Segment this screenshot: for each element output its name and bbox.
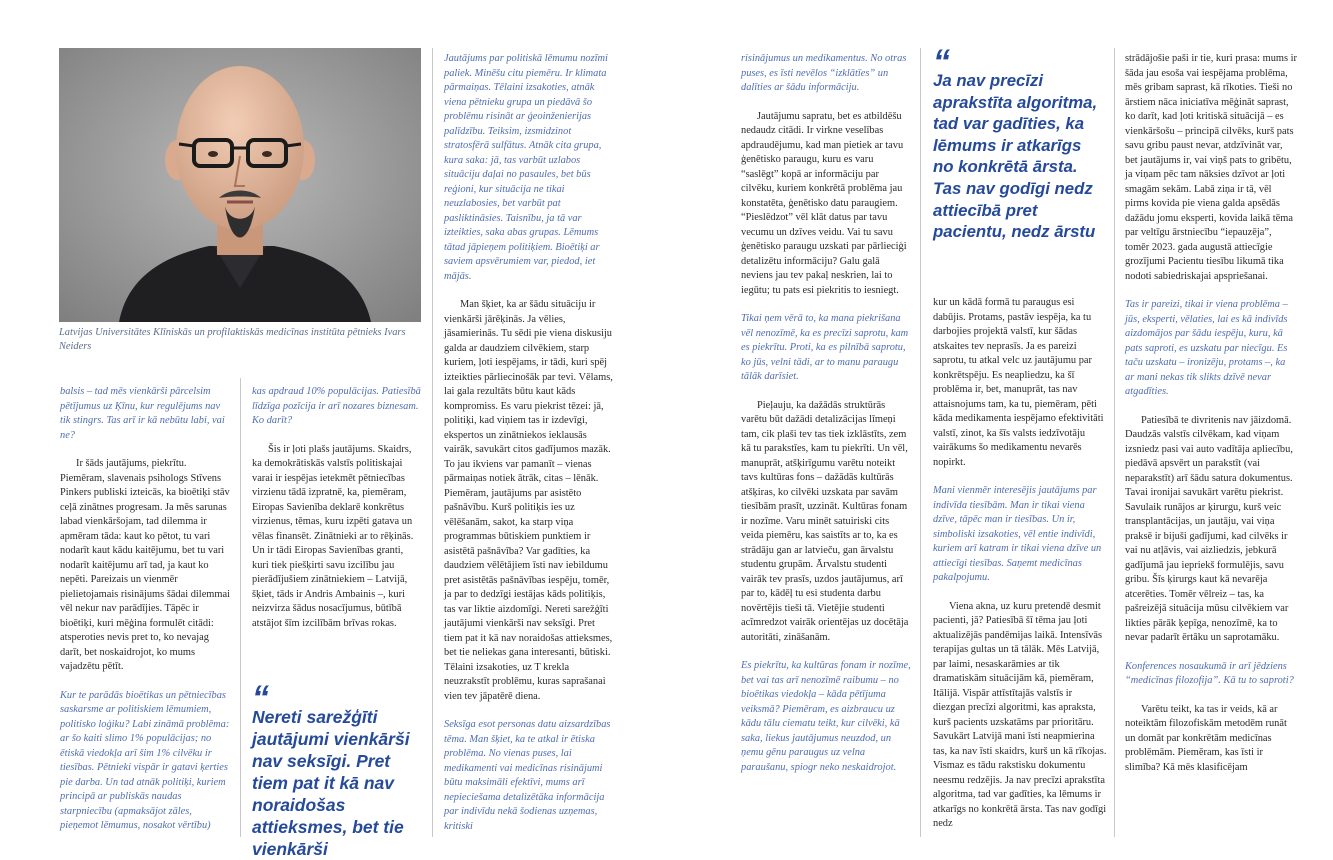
quote-mark-icon: “ — [252, 679, 269, 717]
question-paragraph: Konferences nosaukumā ir arī jēdziens “medicīnas filozofija”. Kā tu to saproti? — [1125, 660, 1294, 686]
column-rule — [920, 48, 921, 837]
question-paragraph: Tas ir pareizi, tikai ir viena problēma – jūs, eksperti, vēlaties, lai es kā indivīds aizdomājos par šādu iespēju, kuru, kā pats saproti, es uzskatu par niecīgu. Es taču uzskatu – ironizēju, protams –, ka ar mani nekas tik slikts dzīvē nevar atgadīties. — [1125, 299, 1288, 397]
pull-quote — [933, 43, 1105, 243]
body-paragraph: Šis ir ļoti plašs jautājums. Skaidrs, ka demokrātiskās valstīs politiskajai varai ir iespējas ietekmēt pētniecības virzienu tādā izpratnē, ka, piemēram, Eiropas Savienība deklarē konkrētus virzienus, tēmas, kuru izpēti gatava un vēlas finansēt. Zinātnieki ar to rēķinās. Un ir tādi Eiropas Savienības granti, kuri tiek piešķirti savu izcilību jau pierādījušiem zinātniekiem – Latvijā, šķiet, tāds ir Andris Ambainis –, kuri neizvirza šādus nosacījumus, būtībā atstājot šīm izcilībām brīvas rokas. — [252, 443, 414, 629]
question-paragraph: risinājumus un medikamentus. No otras puses, es īsti nevēlos “izklātīes” un dalīties ar šādu informāciju. — [741, 53, 907, 93]
question-paragraph: Es piekrītu, ka kultūras fonam ir nozīme, bet vai tas arī nenozīmē raibumu – no bioētikas viedokļa – kāda pētījuma veiksmā? Piemēram, es aizbraucu uz kādu tālu ciematu teikt, kur cilvēki, kā saka, liekus jautājumus neuzdod, un ņemu gēnu paraugus uz velna paraušanu, spiogr neko neskaidrojot. — [741, 660, 911, 773]
body-paragraph: Patiesībā te divritenis nav jāizdomā. Daudzās valstīs cilvēkam, kad viņam izsniedz pasi vai auto vadītāja apliecību, piedāvā apsvērt un parakstīt (vai neparakstīt) arī šādu satura dokumentus. Tavai ironijai savukārt varētu piekrist. Savulaik runājos ar ķirurgu, kurš veic transplantācijas, un jautāju, vai viņa praksē ir bijuši gadījumi, kad cilvēks ir vai nu atļāvis, vai aizliedzis, jebkurā gadījumā jau iepriekš formulējis, savu gribu. Šīs ķirurgs kaut kā nevarēja atcerēties. Tomēr vēlreiz – tas, ka pašreizējā situācija mūsu cilvēkiem var likties pārāk ķepīga, nenozīmē, ka to nevar padarīt ērtāku un saprotamāku. — [1125, 414, 1293, 643]
column-rule — [432, 48, 433, 837]
body-paragraph: Jautājumu sapratu, bet es atbildēšu nedaudz citādi. Ir virkne veselības apdraudējumu, kad man pietiek ar tavu ģenētisko paraugu, kuru es varu “saslēgt” kopā ar informāciju par cilvēku, kuriem konkrētā problēma jau konstatēta, ģenētisko datu paraugiem. “Pieslēdzot” vēl klāt datus par tavu vecumu un dzīves veidu. Vai tu savu ģenētisko paraugu uzskati par pārlieciģi detalizētu informāciju? Galu galā neviens jau tev pakaļ neskrien, lai to iegūtu; tu pats esi piekritis to iesniegt. — [741, 110, 907, 296]
article-column-4 — [741, 52, 913, 789]
pull-quote-text: Nereti sarežģīti jautājumi vienkārši nav seksīgi. Pret tiem pat it kā nav noraidošas attieksmes, bet tie vienkārši — [252, 707, 410, 859]
photo-caption: Latvijas Universitātes Klīniskās un profilaktiskās medicīnas institūta pētnieks Ivars Neiders — [59, 327, 406, 352]
column-rule — [240, 378, 241, 837]
quote-mark-icon: “ — [933, 43, 950, 81]
body-paragraph: Man šķiet, ka ar šādu situāciju ir vienkārši jārēķinās. Ja vēlies, jāsamierinās. Tu sēdi pie viena diskusiju galda ar daudziem cilvēkiem, starp kuriem, ļoti iespējams, ir tādi, kuri spēj izteikties pārliecinošāk par tevi. Vēlams, lai gala rezultāts būtu kaut kāds kompromiss. Es varu piekrist tēzei: jā, politiķi, kad viņiem tas ir izdevīgi, ekspertos un zinātniekos ieklausās vairāk, savukārt citos gadījumos mazāk. To jau ikviens var pamanīt – vienas pārmaiņas notiek ātrāk, citas – lēnāk. Piemēram, jautājums par asistēto pašnāvību. Kurš politiķis ies uz vēlēšanām, sakot, ka starp viņa programmas būtiskiem punktiem ir asistētā pašnāvība? Var gadīties, ka daudziem vēlētājiem īsti nav iebildumu pret asistētās pašnāvības iespēju, tomēr, ja par to dedzīgi iestājas kāds politiķis, tas var liktie aizdomīgi. Nereti sarežģīti jautājumi vienkārši nav seksīgi. Pret tiem pat it kā nav noraidošas attieksmes, bet tie neliekas gana interesanti, būtiski. Tēlaini izsakoties, uz T krekla neuzrakstīt problēmu, kuras saprašanai vien tev jāpatērē diena. — [444, 299, 613, 702]
body-paragraph: strādājošie paši ir tie, kuri prasa: mums ir šāda jau esoša vai iespējama problēma, mēs gribam saprast, kā rīkoties. Tieši no ārstiem nāca iniciatīva mēģināt saprast, ko darīt, kad ļoti kritiskā situācijā – es vienkāršošu – principā cilvēks, kurš pats savu gribu paust nevar, atdzīvināt var, bet jautājums ir, vai viņš pats to gribētu, ja viņam pēc tam nāksies dzīvot ar ļoti smagām sekām. Labā ziņa ir tā, vēl pirms kovida pie viena galda apsēdās dažādu jomu eksperti, kovida laikā tēma par veltīgu ārstniecību “iepauzēja”, tomēr 2023. gada augustā attiecīgie grozījumi Pacientu tiesību likumā tika nodoti sabiedriskajai apspriešanai. — [1125, 53, 1297, 282]
body-paragraph: Viena akna, uz kuru pretendē desmit pacienti, jā? Patiesībā šī tēma jau ļoti aktualizējās pandēmijas laikā. Intensīvās terapijas gultas un tā tālāk. Mēs Latvijā, par laimi, nesaskarāmies ar tik dramatiskām situācijām kā, piemēram, Itālijā. Vispār attīstītajās valstīs ir diezgan precīzi algoritmi, kas apraksta, kurš pacients uzskatāms par prioritāru. Savukārt Latvijā mani īsti neapmierina tas, ka nav īsti skaidrs, kurš un kā rīkojas. Vismaz es tādu rakstisku dokumentu neesmu redzējis. Ja nav precīzi aprakstīta algoritma, tad var gadīties, ka lēmums ir atkarīgs no konkrētā ārsta. Tas nav godīgi nedz — [933, 600, 1107, 829]
article-column-1 — [60, 385, 232, 848]
article-column-2 — [252, 385, 422, 645]
question-paragraph: Tikai ņem vērā to, ka mana piekrišana vēl nenozīmē, ka es precīzi saprotu, kam es piekrītu. Proti, ka es pilnībā saprotu, ko jūs, velni tādi, ar to manu paraugu tālāk darīsiet. — [741, 313, 909, 382]
portrait-photo — [59, 48, 421, 322]
pull-quote — [252, 679, 424, 860]
body-paragraph: kur un kādā formā tu paraugus esi dabūjis. Protams, pastāv iespēja, ka tu darbojies projektā valstī, kur šādas atskaites tev neprasīs. Ja es pareizi saprotu, tu atkal velc uz jautājumu par konkrētspēju. Es neapliedzu, ka šī problēma ir, bet, manuprāt, tas nav attaisnojums tam, ka tu, piemēram, pēti kāda medikamenta iespējamo efektivitāti valstī, zinot, ka šīs valsts iedzīvotāju vairākums šo medikamentu nevarēs nopirkt. — [933, 297, 1104, 468]
body-paragraph: Pieļauju, ka dažādās struktūrās varētu būt dažādi detalizācijas līmeņi tam, cik plaši tev tas tiek izklāstīts, zem kā tu parakstīes, kam tu piekrīti. Un vēl, manuprāt, atšķirīgumu varētu noteikt tavs kultūras fons – dažādās kultūrās atšķiras, ko cilvēki uzskata par savām tiesībām prasīt, uzzināt. Kultūras fonam ir nozīme. Varu minēt satuiriski cits veida piemēru, kas saistīts ar to, ka es strādāju gan ar latvieču, gan ārvalstu studentu grupām. Ārvalstu studenti vairāk tev prasīs, uzdos jautājumus, arī par to, kādēļ tu esi studenta darbu novērtējis tieši tā. Vietējie studenti acīmredzot vairāk orientējas uz docētāja autoritāti, zināšanām. — [741, 399, 909, 643]
body-paragraph: Varētu teikt, ka tas ir veids, kā ar noteiktām filozofiskām metodēm runāt un domāt par konkrētām medicīnas problēmām. Piemēram, kas īsti ir slimība? Kā mēs klasificējam — [1125, 703, 1287, 773]
body-paragraph: Ir šāds jautājums, piekrītu. Piemēram, slavenais psihologs Stīvens Pinkers publiski izteicās, ka bioētiķi stāv ceļā zinātnes progresam. Ja mēs sarunas labad vienkāršojam, tad dilemma ir apmēram tāda: kaut ko pētot, tu vari nodarīt kaut kādu kaitējumu, bet tu vari nodarīt kaitējumu arī tad, ja kaut ko nepēti. Pareizais un vienmēr pielietojamais risinājums šādai dilemmai vēl nekur nav parādījies. Tāpēc ir bioētiķi, kuri mēģina formulēt citādi: atsperoties nevis pret to, ko nevajag darīt, bet noskaidrojot, ko mums vajadzētu pētīt. — [60, 458, 230, 672]
question-paragraph: kas apdraud 10% populācijas. Patiesībā līdzīga pozīcija ir arī nozares biznesam. Ko darīt? — [252, 386, 421, 426]
question-paragraph: balsis – tad mēs vienkārši pārcelsim pētījumus uz Ķīnu, kur regulējums nav tik stingrs. Tas arī ir kā nebūtu labi, vai ne? — [60, 386, 225, 441]
article-column-5 — [933, 296, 1107, 846]
article-column-3 — [444, 52, 614, 848]
question-paragraph: Mani vienmēr interesējis jautājums par indivīda tiesībām. Man ir tikai viena dzīve, tāpēc man ir tiesības. Un ir, simboliski izsakoties, vēl entie indivīdi, kuriem arī katram ir tikai viena dzīve un attiecīgi tiesības. Saņemt medicīnas pakalpojumu. — [933, 485, 1102, 583]
question-paragraph: Jautājums par politiskā lēmumu nozīmi paliek. Minēšu citu piemēru. Ir klimata pārmaiņas. Tēlaini izsakoties, atnāk viena pētnieku grupa un piedāvā šo problēmu risināt ar ģeoinženierijas palīdzību. Teiksim, izsmidzinot stratosfērā sulfātus. Atnāk cita grupa, kura saka: jā, tas varbūt uzlabos situāciju daļai no pasaules, bet būs reģioni, kur situācija ne tikai neuzlabosies, bet varbūt pat pasliktināsies. Taisnību, ja tā var izteikties, saka abas grupas. Lēmums tātad jāpieņem politiķiem. Bioētiķi ar saviem apsvērumiem var, piedod, iet mājās. — [444, 53, 608, 282]
article-column-6 — [1125, 52, 1297, 789]
question-paragraph: Seksīga esot personas datu aizsardzības tēma. Man šķiet, ka te atkal ir ētiska problēma. No vienas puses, lai medikamenti vai medicīnas risinājumi būtu maksimāli efektīvi, mums arī nepieciešama detalizētāka informācija par indivīdu nekā šodienas uzņemas, kritiski — [444, 719, 611, 832]
question-paragraph: Kur te parādās bioētikas un pētniecības saskarsme ar politiskiem lēmumiem, politisko loģiku? Labi zināmā problēma: ar šo kaiti slimo 1% populācijas; no ētiskā viedokļa arī šim 1% cilvēku ir tiesības. Pētnieki vispār ir gatavi ķerties pie darba. Un tad atnāk politiķi, kuriem principā ar publiskās naudas starpniecību (apmaksājot zāles, pieņemot lēmumus, nosakot vērtību) — [60, 689, 230, 831]
column-rule — [1114, 48, 1115, 837]
pull-quote-text: Ja nav precīzi aprakstīta algoritma, tad var gadīties, ka lēmums ir atkarīgs no konkrētā ārsta. Tas nav godīgi nedz attiecībā pret pacientu, nedz ārstu — [933, 71, 1098, 242]
